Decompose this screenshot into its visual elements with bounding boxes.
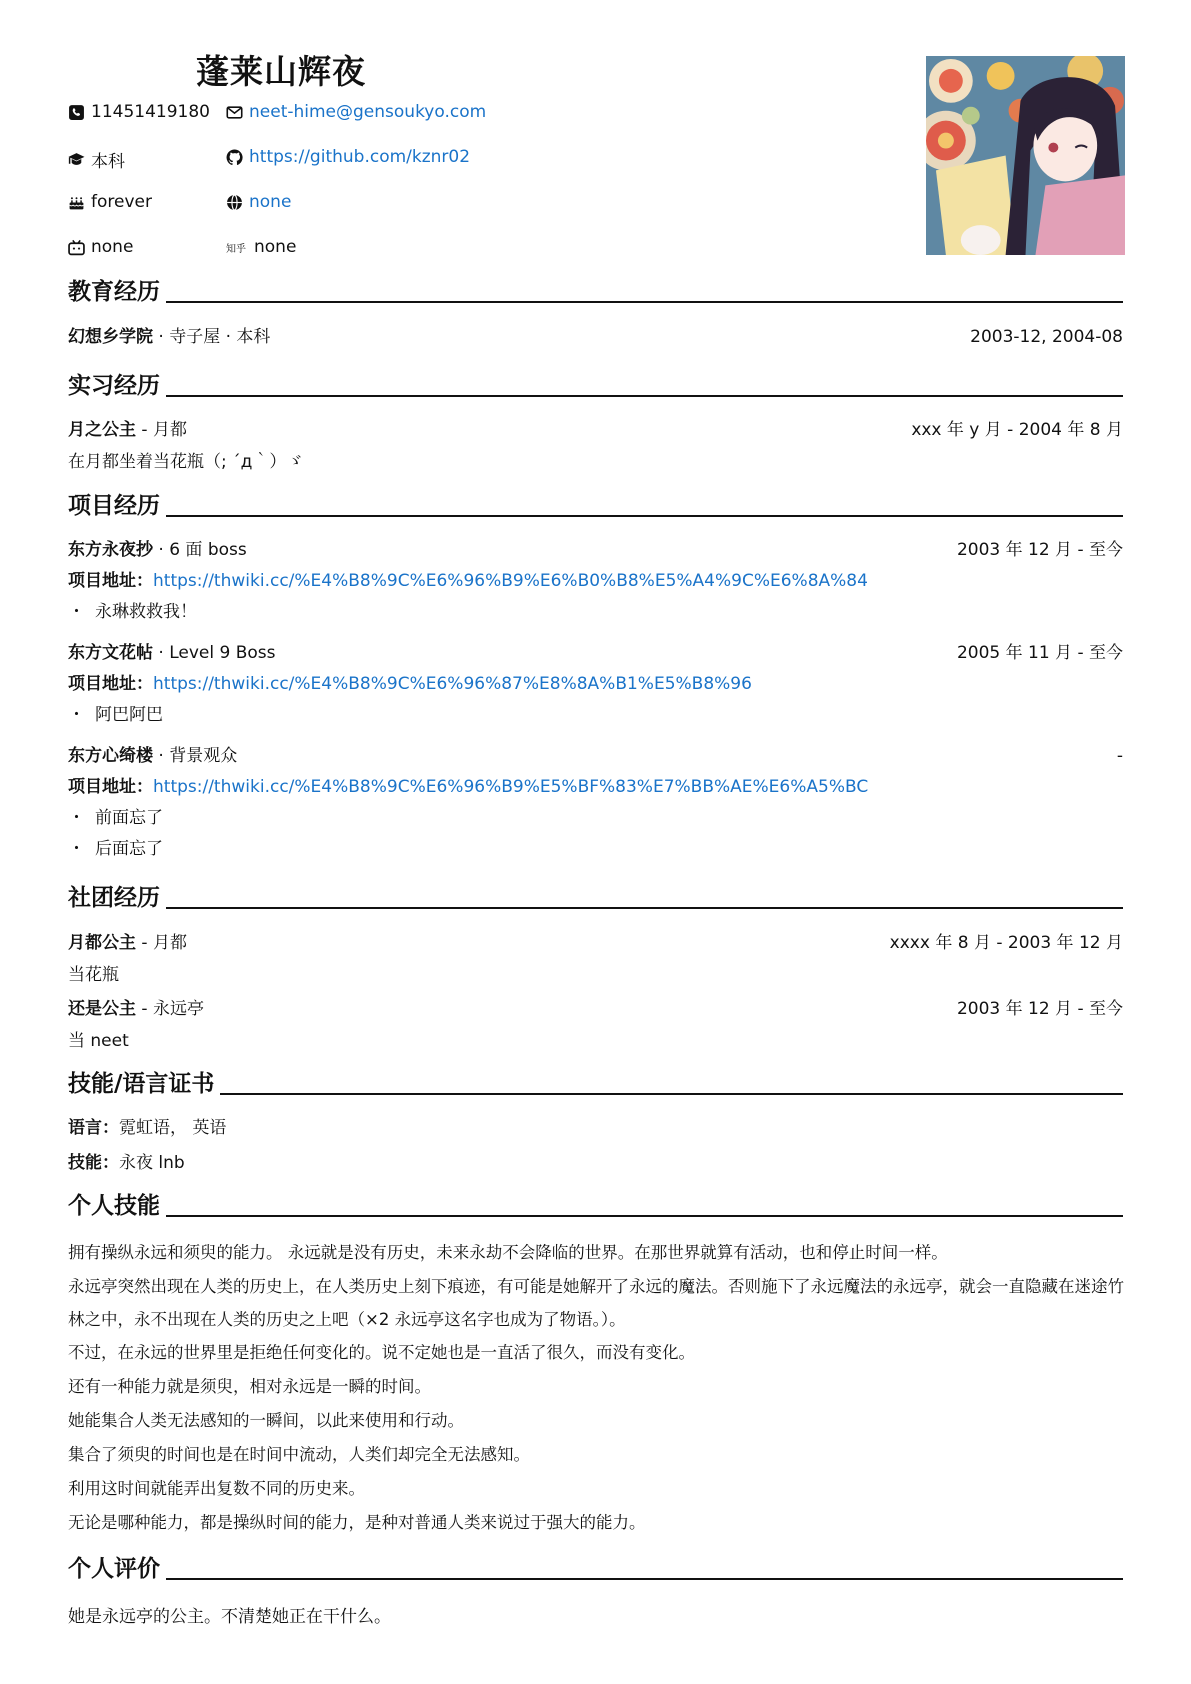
contact-degree xyxy=(68,147,125,172)
club-entry xyxy=(68,932,1123,954)
contact-zhihu xyxy=(226,237,296,257)
section-personal-skills xyxy=(68,1192,1123,1220)
section-divider xyxy=(166,1215,1123,1217)
skill-cert-row xyxy=(68,1152,1123,1174)
section-divider xyxy=(166,515,1123,517)
paragraph: 利用这时间就能弄出复数不同的历史来。 xyxy=(68,1479,365,1498)
club-date: 2003 年 12 月 - 至今 xyxy=(956,999,1123,1019)
phone-icon xyxy=(68,104,85,121)
contact-github[interactable] xyxy=(226,147,470,167)
paragraph: 她能集合人类无法感知的一瞬间，以此来使用和行动。 xyxy=(68,1411,464,1430)
project-name: 东方文花帖 xyxy=(68,643,153,663)
section-divider xyxy=(220,1093,1123,1095)
contact-phone xyxy=(68,102,210,122)
section-title: 实习经历 xyxy=(68,373,160,399)
project-bullet: ・ 后面忘了 xyxy=(68,839,163,859)
club-desc: 当花瓶 xyxy=(68,965,119,985)
section-education xyxy=(68,278,1123,306)
website-link[interactable]: none xyxy=(249,192,292,212)
project-url-row xyxy=(68,570,1123,592)
section-title: 个人评价 xyxy=(68,1556,160,1582)
graduation-cap-icon xyxy=(68,151,85,168)
education-date: 2003-12, 2004-08 xyxy=(970,327,1123,347)
project-date: 2005 年 11 月 - 至今 xyxy=(956,643,1123,663)
contact-website[interactable] xyxy=(226,192,291,212)
internship-entry xyxy=(68,419,1123,441)
avatar-illustration xyxy=(926,56,1125,255)
github-link[interactable]: https://github.com/kznr02 xyxy=(249,147,471,167)
skill-cert-row xyxy=(68,1117,1123,1139)
section-divider xyxy=(166,1578,1123,1580)
internship-place: - 月都 xyxy=(136,420,187,440)
project-url-link[interactable]: https://thwiki.cc/%E4%B8%9C%E6%96%B9%E6%B0%B8%E5%A4%9C%E6%8A%84 xyxy=(153,571,868,591)
internship-desc: 在月都坐着当花瓶（; ´д｀）ゞ xyxy=(68,452,304,472)
contact-email[interactable] xyxy=(226,102,486,122)
project-url-link[interactable]: https://thwiki.cc/%E4%B8%9C%E6%96%B9%E5%BF%83%E7%BB%AE%E6%A5%BC xyxy=(153,777,869,797)
section-divider xyxy=(166,395,1123,397)
paragraph: 集合了须臾的时间也是在时间中流动，人类们却完全无法感知。 xyxy=(68,1445,530,1464)
section-skills-cert xyxy=(68,1070,1123,1098)
paragraph: 还有一种能力就是须臾，相对永远是一瞬的时间。 xyxy=(68,1377,431,1396)
internship-role: 月之公主 xyxy=(68,420,136,440)
project-entry xyxy=(68,539,1123,561)
skill-cert-label: 技能： xyxy=(68,1153,119,1173)
birthday-text: forever xyxy=(91,192,152,212)
project-url-label: 项目地址： xyxy=(68,674,153,694)
bilibili-icon xyxy=(68,239,85,256)
section-title: 社团经历 xyxy=(68,885,160,911)
project-entry xyxy=(68,642,1123,664)
project-role: · 6 面 boss xyxy=(153,540,247,560)
project-entry xyxy=(68,745,1123,767)
bilibili-text: none xyxy=(91,237,134,257)
club-date: xxxx 年 8 月 - 2003 年 12 月 xyxy=(889,933,1123,953)
personal-skills-body xyxy=(68,1236,1128,1540)
paragraph: 不过，在永远的世界里是拒绝任何变化的。说不定她也是一直活了很久，而没有变化。 xyxy=(68,1343,695,1362)
skill-cert-value: 霓虹语， 英语 xyxy=(119,1118,227,1138)
project-role: · Level 9 Boss xyxy=(153,643,276,663)
zhihu-icon: 知乎 xyxy=(226,243,246,255)
club-desc: 当 neet xyxy=(68,1031,129,1051)
internship-date: xxx 年 y 月 - 2004 年 8 月 xyxy=(911,420,1123,440)
section-clubs xyxy=(68,884,1123,912)
project-date: 2003 年 12 月 - 至今 xyxy=(956,540,1123,560)
project-url-row xyxy=(68,673,1123,695)
section-title: 教育经历 xyxy=(68,279,160,305)
project-role: · 背景观众 xyxy=(153,746,238,766)
club-role: 还是公主 xyxy=(68,999,136,1019)
email-link[interactable]: neet-hime@gensoukyo.com xyxy=(249,102,487,122)
github-icon xyxy=(226,149,243,166)
birthday-cake-icon xyxy=(68,194,85,211)
project-name: 东方永夜抄 xyxy=(68,540,153,560)
project-url-label: 项目地址： xyxy=(68,777,153,797)
avatar xyxy=(926,56,1125,255)
project-url-link[interactable]: https://thwiki.cc/%E4%B8%9C%E6%96%87%E8%8A%B1%E5%B8%96 xyxy=(153,674,752,694)
paragraph: 永远亭突然出现在人类的历史上，在人类历史上刻下痕迹，有可能是她解开了永远的魔法。否则施下了永远魔法的永远亭，就会一直隐藏在迷途竹林之中，永不出现在人类的历史之上吧（×2 永远亭这名字也成为了物语。）。 xyxy=(68,1277,1124,1329)
resume-name: 蓬莱山辉夜 xyxy=(196,52,366,91)
paragraph: 无论是哪种能力，都是操纵时间的能力，是种对普通人类来说过于强大的能力。 xyxy=(68,1513,646,1532)
skill-cert-value: 永夜 lnb xyxy=(119,1153,185,1173)
club-role: 月都公主 xyxy=(68,933,136,953)
project-bullet: ・ 永琳救救我！ xyxy=(68,602,197,622)
project-url-row xyxy=(68,776,1123,798)
phone-number: 11451419180 xyxy=(91,102,210,122)
education-entry xyxy=(68,326,1123,348)
section-internship xyxy=(68,372,1123,400)
globe-icon xyxy=(226,194,243,211)
club-place: - 永远亭 xyxy=(136,999,204,1019)
school-detail: · 寺子屋 · 本科 xyxy=(153,327,271,347)
skill-cert-label: 语言： xyxy=(68,1118,119,1138)
project-bullet: ・ 前面忘了 xyxy=(68,808,163,828)
section-divider xyxy=(166,301,1123,303)
mail-icon xyxy=(226,104,243,121)
section-title: 项目经历 xyxy=(68,493,160,519)
project-name: 东方心绮楼 xyxy=(68,746,153,766)
project-url-label: 项目地址： xyxy=(68,571,153,591)
section-self-eval xyxy=(68,1555,1123,1583)
self-eval-text: 她是永远亭的公主。不清楚她正在干什么。 xyxy=(68,1607,391,1627)
degree-text: 本科 xyxy=(91,152,125,172)
zhihu-text: none xyxy=(254,237,297,257)
section-title: 个人技能 xyxy=(68,1193,160,1219)
school-name: 幻想乡学院 xyxy=(68,327,153,347)
club-entry xyxy=(68,998,1123,1020)
section-projects xyxy=(68,492,1123,520)
project-bullet: ・ 阿巴阿巴 xyxy=(68,705,163,725)
section-divider xyxy=(166,907,1123,909)
club-place: - 月都 xyxy=(136,933,187,953)
paragraph: 拥有操纵永远和须臾的能力。 永远就是没有历史，未来永劫不会降临的世界。在那世界就算有活动，也和停止时间一样。 xyxy=(68,1243,948,1262)
section-title: 技能/语言证书 xyxy=(68,1071,215,1097)
project-date: - xyxy=(1116,746,1123,766)
contact-bilibili xyxy=(68,237,133,257)
contact-birthday xyxy=(68,192,152,212)
